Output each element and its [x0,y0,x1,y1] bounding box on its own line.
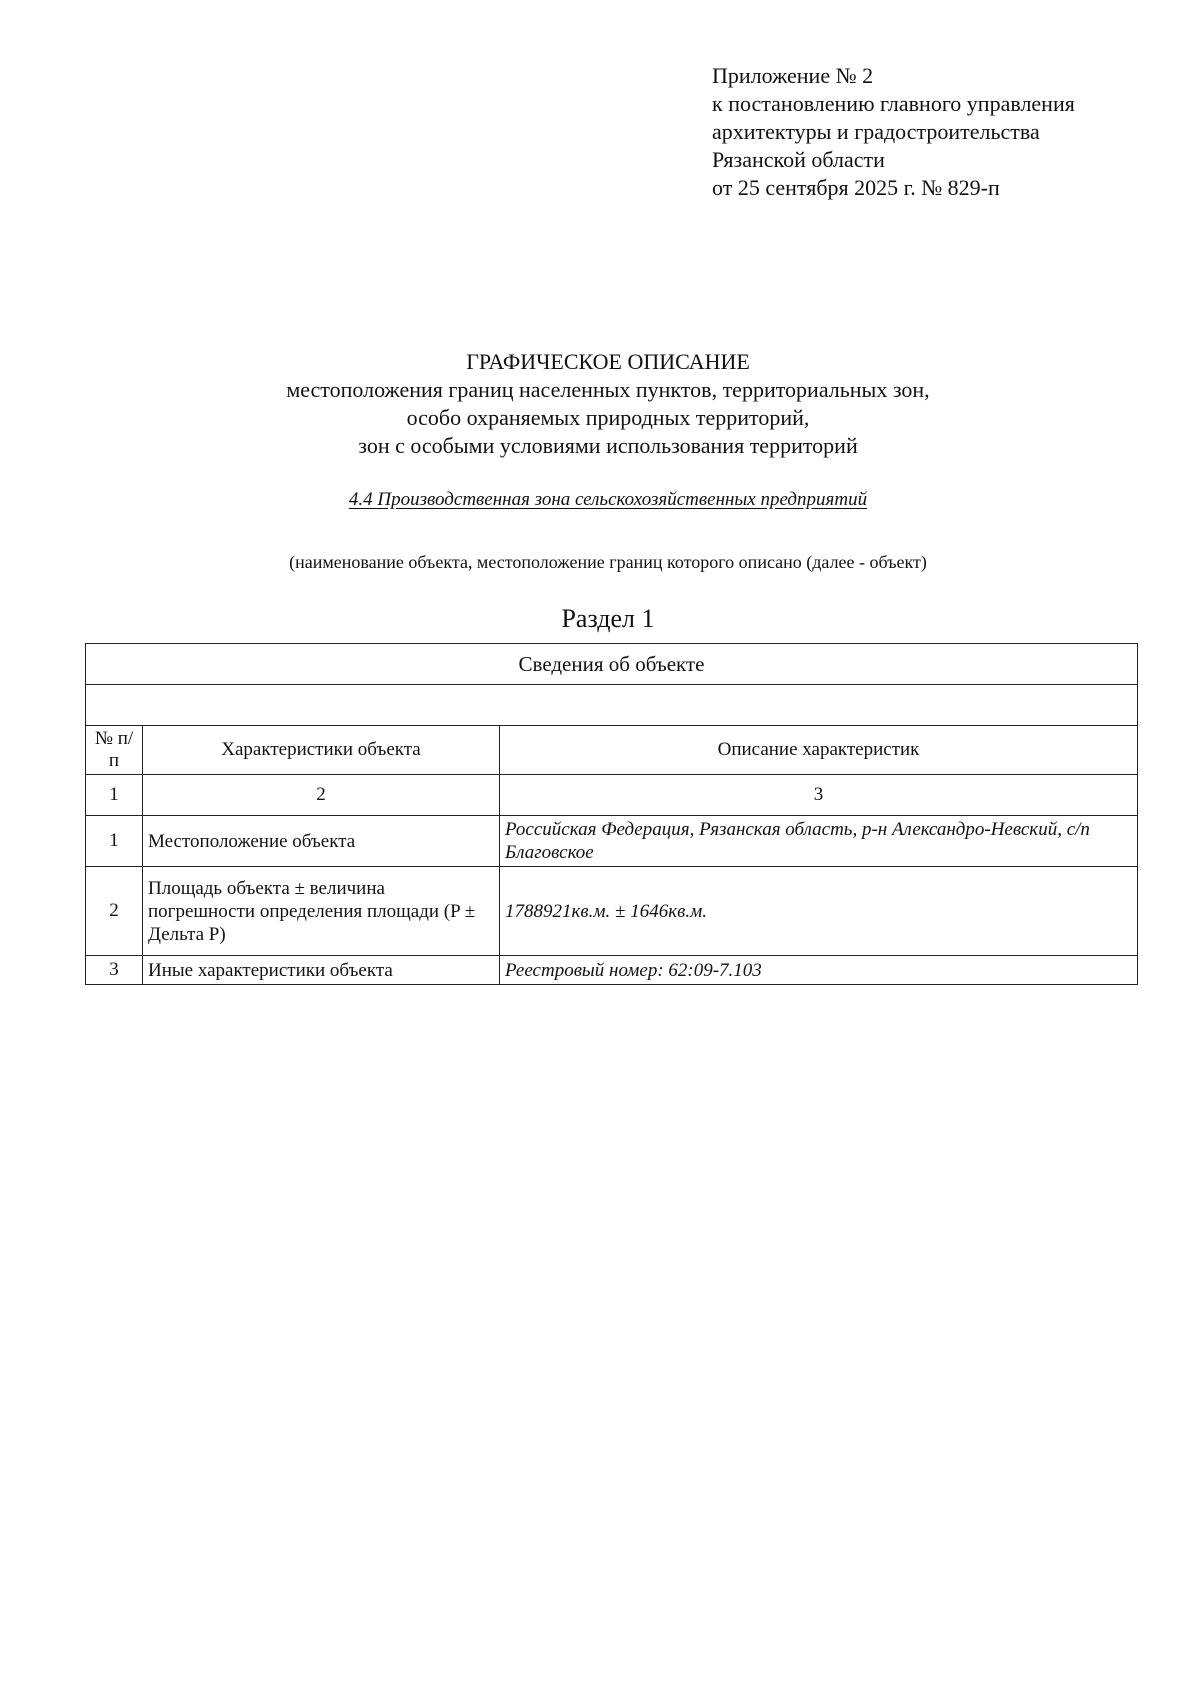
appendix-line: к постановлению главного управления [712,91,1075,116]
row-characteristic: Площадь объекта ± величина погрешности определения площади (P ± Дельта P) [143,867,500,956]
row-number: 2 [86,867,143,956]
title-line: зон с особыми условиями использования территорий [358,433,858,458]
title-line: особо охраняемых природных территорий, [406,405,810,430]
object-name: 4.4 Производственная зона сельскохозяйственных предприятий [348,489,868,510]
title-line: местоположения границ населенных пунктов, территориальных зон, [286,377,930,402]
empty-cell [86,685,1138,726]
appendix-line: архитектуры и градостроительства [712,119,1040,144]
row-characteristic: Местоположение объекта [143,816,500,867]
table-row [86,867,1138,956]
section-title: Раздел 1 [561,604,655,633]
column-numbers-row [86,775,1138,816]
table-row [86,956,1138,985]
row-number: 3 [86,956,143,985]
column-number: 1 [86,775,143,816]
column-header: Описание характеристик [500,726,1138,775]
object-caption: (наименование объекта, местоположение границ которого описано (далее - объект) [289,552,927,572]
row-characteristic: Иные характеристики объекта [143,956,500,985]
object-info-table [85,643,1138,985]
appendix-block [712,62,1172,202]
appendix-line: от 25 сентября 2025 г. № 829-п [712,175,1000,200]
title-line: ГРАФИЧЕСКОЕ ОПИСАНИЕ [466,349,750,374]
row-number: 1 [86,816,143,867]
table-empty-row [86,685,1138,726]
row-description: Реестровый номер: 62:09-7.103 [500,956,1138,985]
table-row [86,816,1138,867]
appendix-line: Приложение № 2 [712,63,874,88]
table-header: Сведения об объекте [86,644,1138,685]
column-number: 3 [500,775,1138,816]
column-header: № п/п [86,726,143,775]
column-number: 2 [143,775,500,816]
table-header-row [86,644,1138,685]
column-header: Характеристики объекта [143,726,500,775]
row-description: Российская Федерация, Рязанская область, р-н Александро-Невский, с/п Благовское [500,816,1138,867]
appendix-line: Рязанской области [712,147,885,172]
document-title [0,348,1200,460]
row-description: 1788921кв.м. ± 1646кв.м. [500,867,1138,956]
column-headers-row [86,726,1138,775]
